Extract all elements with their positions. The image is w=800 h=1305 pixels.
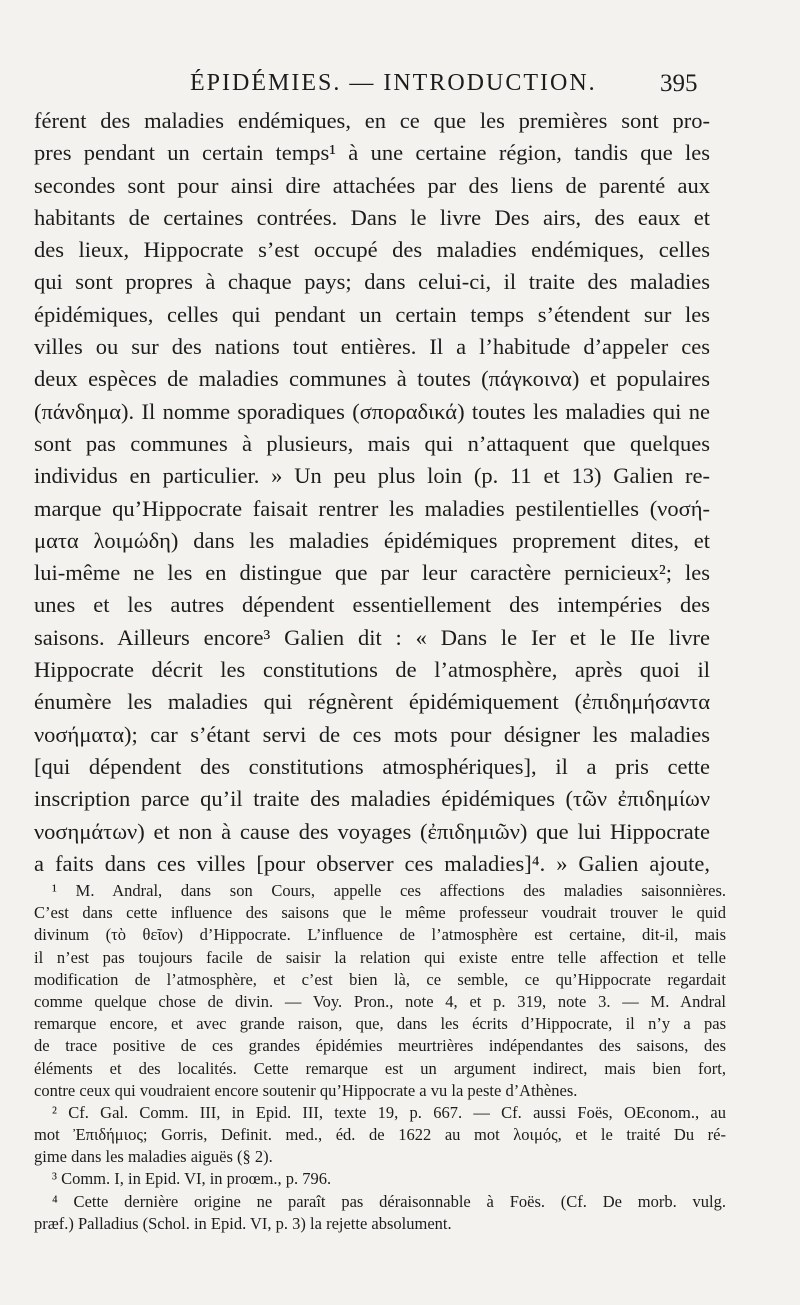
footnote-line: modification de l’atmosphère, et c’est bien là, ce semble, ce qu’Hippocrate regardait: [34, 969, 726, 989]
footnote-line: C’est dans cette influence des saisons que le même professeur voudrait trouver le quid: [34, 903, 726, 923]
footnote-line: il n’est pas toujours facile de saisir la relation qui existe entre telle affection et telle: [34, 947, 726, 967]
running-header: [0, 64, 800, 104]
footnote-line: ⁴ Cette dernière origine ne paraît pas déraisonnable à Foës. (Cf. De morb. vulg.: [52, 1191, 726, 1211]
main-text: [34, 105, 710, 880]
text-line: individus en particulier. » Un peu plus loin (p. 11 et 13) Galien re-: [34, 463, 710, 489]
text-line: pres pendant un certain temps¹ à une certaine région, tandis que les: [34, 140, 710, 166]
text-line: épidémiques, celles qui pendant un certain temps s’étendent sur les: [34, 301, 710, 327]
footnote-line: comme quelque chose de divin. — Voy. Pron., note 4, et p. 319, note 3. — M. Andral: [34, 991, 726, 1011]
text-line: des lieux, Hippocrate s’est occupé des maladies endémiques, celles: [34, 237, 710, 263]
footnote-line: præf.) Palladius (Schol. in Epid. VI, p. 3) la rejette absolument.: [34, 1213, 452, 1233]
text-line: unes et les autres dépendent essentiellement des intempéries des: [34, 592, 710, 618]
footnote-line: de trace positive de ces grandes épidémies meurtrières indépendantes des saisons, des: [34, 1036, 726, 1056]
running-title: ÉPIDÉMIES. — INTRODUCTION.: [190, 70, 597, 96]
footnote-line: ² Cf. Gal. Comm. III, in Epid. III, texte 19, p. 667. — Cf. aussi Foës, OEconom., au: [52, 1102, 726, 1122]
text-line: villes ou sur des nations tout entières. Il a l’habitude d’appeler ces: [34, 334, 710, 360]
text-line: Hippocrate décrit les constitutions de l’atmosphère, après quoi il: [34, 657, 710, 683]
text-line: νοσήματα); car s’étant servi de ces mots pour désigner les maladies: [34, 721, 710, 747]
text-line: inscription parce qu’il traite des maladies épidémiques (τῶν ἐπιδημίων: [34, 786, 710, 812]
text-line: deux espèces de maladies communes à toutes (πάγκοινα) et populaires: [34, 366, 710, 392]
text-line: habitants de certaines contrées. Dans le livre Des airs, des eaux et: [34, 204, 710, 230]
text-line: (πάνδημα). Il nomme sporadiques (σποραδικά) toutes les maladies qui ne: [34, 398, 710, 424]
text-line: lui-même ne les en distingue que par leur caractère pernicieux²; les: [34, 560, 710, 586]
text-line: νοσημάτων) et non à cause des voyages (ἐπιδημιῶν) que lui Hippocrate: [34, 818, 710, 844]
footnote-line: éléments et des localités. Cette remarque est un argument indirect, mais bien fort,: [34, 1058, 726, 1078]
footnote-line: divinum (τὸ θεῖον) d’Hippocrate. L’influence de l’atmosphère est certaine, dit-il, mais: [34, 925, 726, 945]
text-line: marque qu’Hippocrate faisait rentrer les maladies pestilentielles (νοσή-: [34, 495, 710, 521]
text-line: férent des maladies endémiques, en ce que les premières sont pro-: [34, 108, 710, 133]
text-line: énumère les maladies qui régnèrent épidémiquement (ἐπιδημήσαντα: [34, 689, 710, 715]
text-line: a faits dans ces villes [pour observer ces maladies]⁴. » Galien ajoute,: [34, 850, 710, 876]
footnote-line: ¹ M. Andral, dans son Cours, appelle ces affections des maladies saisonnières.: [52, 881, 726, 900]
text-line: [qui dépendent des constitutions atmosphériques], il a pris cette: [34, 753, 710, 779]
footnote-line: ³ Comm. I, in Epid. VI, in proœm., p. 796.: [52, 1169, 332, 1189]
footnote-line: gime dans les maladies aiguës (§ 2).: [34, 1147, 273, 1167]
footnote-line: remarque encore, et avec grande raison, que, dans les écrits d’Hippocrate, il n’y a pas: [34, 1014, 726, 1034]
footnotes: [34, 880, 726, 1235]
text-line: ματα λοιμώδη) dans les maladies épidémiques proprement dites, et: [34, 527, 710, 553]
page-number: 395: [660, 70, 698, 97]
text-line: secondes sont pour ainsi dire attachées par des liens de parenté aux: [34, 172, 710, 198]
text-line: saisons. Ailleurs encore³ Galien dit : « Dans le Ier et le IIe livre: [34, 624, 710, 650]
text-line: sont pas communes à plusieurs, mais qui n’attaquent que quelques: [34, 430, 710, 456]
text-line: qui sont propres à chaque pays; dans celui-ci, il traite des maladies: [34, 269, 710, 295]
footnote-line: contre ceux qui voudraient encore soutenir qu’Hippocrate a vu la peste d’Athènes.: [34, 1080, 578, 1100]
footnote-line: mot Ἐπιδήμιος; Gorris, Definit. med., éd. de 1622 au mot λοιμός, et le traité Du ré-: [34, 1125, 726, 1145]
